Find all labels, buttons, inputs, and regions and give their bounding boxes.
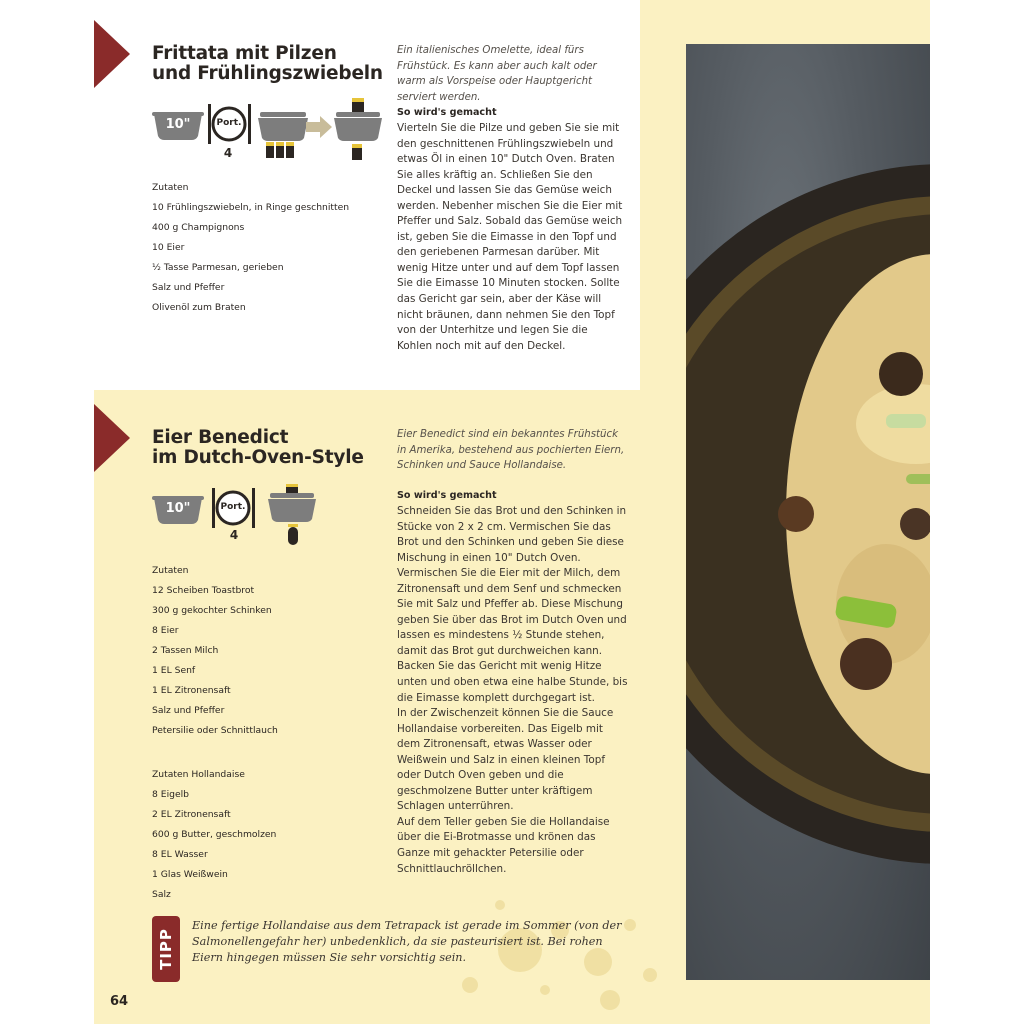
recipe2-intro: Eier Benedict sind ein bekanntes Frühstück in Amerika, bestehend aus pochierten Eiern, Schinken und Sauce Hollandaise. [397,429,625,472]
recipe2-ingredients [152,561,278,741]
ingredient-item: 1 Glas Weißwein [152,869,228,880]
pot-size-label: 10" [165,117,191,132]
dutch-oven-coals-on-lid-icon [266,484,318,548]
ingredient-item: 600 g Butter, geschmolzen [152,829,277,840]
tip-badge [152,916,180,982]
portions-count: 4 [223,146,233,160]
page-number: 64 [110,994,129,1009]
recipe2-method-text: Schneiden Sie das Brot und den Schinken in Stücke von 2 x 2 cm. Vermischen Sie das Brot und den Schinken und geben Sie diese Mischung in einen 10" Dutch Oven. Vermischen Sie die Eier mit der Milch, dem Zitronensaft und dem Senf und schmecken Sie mit Salz und Pfeffer ab. Diese Mischung geben Sie über das Brot im Dutch Oven und lassen es mindestens ½ Stunde stehen, damit das Brot gut durchweichen kann. Backen Sie das Gericht mit wenig Hitze unten und oben etwa eine halbe Stunde, bis die Eimasse komplett durchgegart ist. In der Zwischenzeit können Sie die Sauce Hollandaise vorbereiten. Das Eigelb mit dem Zitronensaft, etwas Wasser oder Weißwein und Salz in einen kleinen Topf oder Dutch Oven geben und die geschmolzene Butter unter kräftigem Schlagen unterrühren. Auf dem Teller geben Sie die Hollandaise über die Ei-Brotmasse und krönen das Ganze mit gehackter Petersilie oder Schnittlauchröllchen. [397,505,628,875]
ingredient-item: 300 g gekochter Schinken [152,605,272,616]
recipe1-title-line1: Frittata mit Pilzen [152,43,337,64]
ingredient-item: 12 Scheiben Toastbrot [152,585,255,596]
portions-count: 4 [229,528,239,542]
recipe2-marker [94,404,130,472]
ingredient-item: 10 Frühlingszwiebeln, in Ringe geschnitten [152,202,350,213]
pot-size-label: 10" [165,501,191,516]
recipe1-marker [94,20,130,88]
ingredient-item: Salz [152,889,171,900]
recipe2-title-line2: im Dutch-Oven-Style [152,447,364,468]
recipe1-method-heading: So wird's gemacht [397,107,497,118]
arrow-right-icon [306,116,332,138]
frittata-photo [686,44,930,980]
ingredient-item: 2 Tassen Milch [152,645,219,656]
recipe1-method-text: Vierteln Sie die Pilze und geben Sie sie mit den geschnittenen Frühlingszwiebeln und etwas Öl in einen 10" Dutch Oven. Braten Sie alles kräftig an. Schließen Sie den Deckel und lassen Sie das Gemüse weich werden. Nebenher mischen Sie die Eier mit Pfeffer und Salz. Sobald das Gemüse weich ist, geben Sie die Eimasse in den Topf und den geriebenen Parmesan darüber. Mit wenig Hitze unter und auf dem Topf lassen Sie die Eimasse 10 Minuten stocken. Sollte das Gericht gar sein, aber der Käse will nicht bräunen, dann nehmen Sie den Topf von der Unterhitze und legen Sie die Kohlen noch mit auf den Deckel. [397,122,623,352]
recipe1-icon-row [152,98,392,164]
recipe2-title [152,428,364,468]
hollandaise-heading: Zutaten Hollandaise [152,769,245,780]
ingredient-item: 400 g Champignons [152,222,245,233]
ingredient-item: 8 EL Wasser [152,849,208,860]
ingredient-item: ½ Tasse Parmesan, gerieben [152,262,284,273]
recipe2-icon-row [152,484,322,550]
recipe1-intro: Ein italienisches Omelette, ideal fürs Frühstück. Es kann aber auch kalt oder warm als Vorspeise oder Hauptgericht serviert werden. [397,45,597,103]
recipe1-title-line2: und Frühlingszwiebeln [152,63,383,84]
tip-label: TIPP [157,928,175,970]
portions-label: Port. [220,502,246,512]
ingredient-item: Salz und Pfeffer [152,282,225,293]
portions-label: Port. [216,118,242,128]
ingredient-item: 8 Eigelb [152,789,189,800]
ingredient-item: Olivenöl zum Braten [152,302,246,313]
ingredient-item: 1 EL Senf [152,665,196,676]
tip-text: Eine fertige Hollandaise aus dem Tetrapack ist gerade im Sommer (von der Salmonellengefahr her) unbedenklich, da sie pasteurisiert ist. Bei rohen Eiern hingegen müssen Sie sehr vorsichtig sein. [192,919,622,964]
ingredient-item: 10 Eier [152,242,185,253]
recipe2-method-heading: So wird's gemacht [397,490,497,501]
ingredient-item: Petersilie oder Schnittlauch [152,725,278,736]
ingredient-item: 1 EL Zitronensaft [152,685,231,696]
dutch-oven-coals-on-lid-icon [332,98,384,162]
ingredient-item: 8 Eier [152,625,179,636]
dutch-oven-coals-under-icon [256,110,310,162]
ingredient-item: 2 EL Zitronensaft [152,809,231,820]
recipe1-title [152,44,383,84]
ingredient-item: Salz und Pfeffer [152,705,225,716]
recipe1-ingredients [152,178,349,318]
ingredients-heading: Zutaten [152,182,189,193]
recipe2-title-line1: Eier Benedict [152,427,289,448]
recipe2-hollandaise-ingredients [152,765,276,905]
ingredients-heading: Zutaten [152,565,189,576]
